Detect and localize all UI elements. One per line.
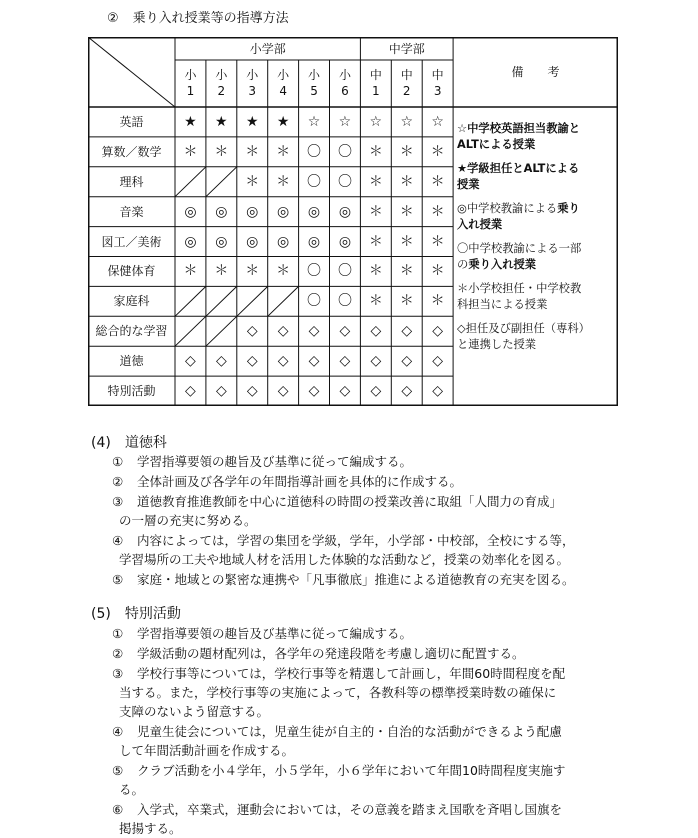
section-heading — [107, 7, 303, 26]
list-item — [112, 800, 652, 838]
slashed-cell — [268, 286, 299, 316]
symbol-cell: ◎ — [184, 233, 197, 250]
symbol-cell: ◇ — [308, 323, 320, 340]
symbol-cell: ◇ — [339, 353, 351, 370]
item-text: 児童生徒会については，児童生徒が自主的・自治的な活動ができるよう配慮 — [137, 724, 562, 739]
symbol-cell: ＊ — [183, 263, 198, 280]
item-text: 学級活動の題材配列は，各学年の発達段階を考慮し適切に配置する。 — [137, 646, 525, 661]
symbol-cell: ◎ — [184, 203, 197, 220]
subject-label: 道徳 — [119, 354, 144, 369]
symbol-cell: ◇ — [277, 383, 289, 400]
note-item: ★学級担任とALTによる 授業 — [457, 162, 580, 192]
symbol-cell: ＊ — [430, 233, 445, 250]
symbol-cell: ◇ — [215, 353, 227, 370]
item-number: ⑤ — [112, 572, 124, 587]
symbol-cell: ＊ — [276, 173, 291, 190]
item-text: 家庭・地域との緊密な連携や「凡事徹底」推進による道徳教育の充実を図る。 — [137, 572, 575, 587]
grade-number-label: 4 — [279, 83, 287, 98]
item-text-continued: の一層の充実に努める。 — [119, 513, 257, 528]
symbol-cell: ＊ — [430, 173, 445, 190]
heading-number: ② — [107, 11, 119, 26]
item-text-continued: 掲揚する。 — [119, 821, 182, 836]
symbol-cell: ◇ — [185, 383, 196, 400]
symbol-cell: ＊ — [430, 293, 445, 310]
symbol-cell: ＊ — [245, 143, 260, 160]
symbol-cell: ☆ — [338, 113, 352, 130]
subject-label: 保健体育 — [107, 264, 156, 279]
list-item — [112, 722, 652, 760]
symbol-cell: ＊ — [399, 263, 414, 280]
symbol-cell: ＊ — [399, 203, 414, 220]
symbol-cell: ＊ — [399, 293, 414, 310]
symbol-cell: ◇ — [185, 353, 196, 370]
list-item — [112, 531, 652, 569]
item-text: 学習指導要領の趣旨及び基準に従って編成する。 — [137, 626, 413, 641]
symbol-cell: ◇ — [277, 353, 289, 370]
grade-school-label: 小 — [246, 68, 259, 82]
symbol-cell: ◇ — [401, 323, 413, 340]
symbol-cell: ＊ — [368, 173, 383, 190]
section-4-title: (4) 道徳科 — [91, 435, 167, 451]
list-item — [112, 624, 652, 643]
symbol-cell: ☆ — [369, 113, 383, 130]
symbol-cell: ◇ — [401, 383, 413, 400]
slashed-cell — [206, 316, 237, 346]
symbol-cell: 〇 — [337, 263, 352, 280]
item-text-continued: 当する。また，学校行事等の実施によって，各教科等の標準授業時数の確保に — [119, 685, 557, 700]
note-item: ☆中学校英語担当教諭と ALTによる授業 — [457, 122, 581, 152]
symbol-cell: ＊ — [276, 143, 291, 160]
symbol-cell: ◇ — [215, 383, 227, 400]
slashed-cell — [175, 316, 206, 346]
symbol-cell: ＊ — [214, 263, 229, 280]
grade-number-label: 2 — [217, 83, 226, 98]
symbol-cell: ◇ — [370, 383, 382, 400]
list-item — [112, 644, 652, 663]
group-header-elementary: 小学部 — [249, 41, 286, 56]
slashed-cell — [206, 286, 237, 316]
grade-header — [360, 68, 391, 99]
symbol-cell: ◎ — [307, 203, 321, 220]
list-item — [112, 452, 652, 471]
subject-label: 図工／美術 — [101, 234, 162, 249]
grade-school-label: 中 — [400, 68, 413, 82]
symbol-cell: ＊ — [183, 143, 198, 160]
item-text: 全体計画及び各学年の年間指導計画を具体的に作成する。 — [137, 474, 463, 489]
symbol-cell: ◇ — [432, 323, 444, 340]
grade-header — [299, 68, 330, 99]
symbol-cell: ◎ — [215, 203, 228, 220]
note-item: 〇中学校教諭による一部 の乗り入れ授業 — [457, 242, 582, 272]
item-text-continued: る。 — [119, 782, 145, 797]
item-text: 道徳教育推進教師を中心に道徳科の時間の授業改善に取組「人間力の育成」 — [137, 494, 563, 509]
item-text: 内容によっては，学習の集団を学級，学年，小学部・中校部，全校にする等， — [137, 533, 575, 548]
symbol-cell: ＊ — [245, 173, 260, 190]
symbol-cell: ◎ — [215, 233, 228, 250]
symbol-cell: ＊ — [399, 143, 414, 160]
symbol-cell: ◇ — [401, 353, 413, 370]
list-item — [112, 570, 652, 589]
symbol-cell: ＊ — [214, 143, 229, 160]
list-item — [112, 664, 652, 721]
note-item: ◎中学校教諭による乗り 入れ授業 — [457, 202, 580, 232]
item-text: 学習指導要領の趣旨及び基準に従って編成する。 — [137, 454, 413, 469]
symbol-cell: ◇ — [308, 353, 320, 370]
grade-header — [175, 68, 206, 99]
symbol-cell: ☆ — [307, 113, 321, 130]
grade-header — [422, 68, 453, 99]
symbol-cell: ◎ — [246, 203, 259, 220]
grid-line — [88, 37, 175, 107]
symbol-cell: ◎ — [338, 233, 352, 250]
symbol-cell: ★ — [215, 113, 228, 130]
symbol-cell: ＊ — [245, 263, 260, 280]
note-item: ＊小学校担任・中学校教 科担当による授業 — [457, 282, 582, 312]
list-item — [112, 761, 652, 799]
teaching-method-table — [88, 37, 618, 406]
symbol-cell: ◎ — [246, 233, 259, 250]
symbol-cell: ＊ — [276, 263, 291, 280]
symbol-cell: ＊ — [368, 293, 383, 310]
symbol-cell: ◇ — [370, 323, 382, 340]
item-number: ② — [112, 474, 124, 489]
symbol-cell: 〇 — [307, 293, 322, 310]
symbol-cell: ◎ — [277, 233, 290, 250]
grade-header — [268, 68, 299, 99]
grade-school-label: 中 — [369, 68, 382, 82]
symbol-cell: ◇ — [370, 353, 382, 370]
symbol-cell: ◎ — [307, 233, 321, 250]
grade-number-label: 1 — [372, 83, 380, 98]
symbol-cell: 〇 — [337, 173, 352, 190]
section-5-title: (5) 特別活動 — [91, 606, 181, 622]
subject-label: 理科 — [119, 174, 144, 189]
symbol-cell: ◇ — [432, 383, 444, 400]
symbol-cell: ◇ — [246, 383, 258, 400]
slashed-cell — [175, 286, 206, 316]
item-text: 学校行事等については，学校行事等を精選して計画し，年間60時間程度を配 — [137, 666, 566, 681]
symbol-cell: ＊ — [368, 233, 383, 250]
symbol-cell: 〇 — [307, 263, 322, 280]
symbol-cell: ★ — [245, 113, 259, 130]
item-number: ⑤ — [112, 763, 124, 778]
slashed-cell — [206, 167, 237, 197]
symbol-cell: 〇 — [337, 143, 352, 160]
item-text: クラブ活動を小４学年，小５学年，小６学年において年間10時間程度実施す — [137, 763, 566, 778]
grade-number-label: 2 — [402, 83, 411, 98]
symbol-cell: ＊ — [368, 263, 383, 280]
subject-label: 音楽 — [119, 204, 144, 219]
symbol-cell: ★ — [276, 113, 290, 130]
grade-school-label: 小 — [308, 68, 321, 82]
grade-header — [330, 68, 361, 99]
symbol-cell: ◎ — [277, 203, 290, 220]
subject-label: 算数／数学 — [101, 144, 162, 159]
subject-label: 家庭科 — [113, 294, 150, 309]
subject-label: 特別活動 — [107, 384, 156, 399]
symbol-cell: ◇ — [308, 383, 320, 400]
item-text-continued: 学習場所の工夫や地域人材を活用した体験的な活動など，授業の効率化を図る。 — [119, 552, 570, 567]
symbol-cell: ◇ — [339, 383, 351, 400]
notes-header: 備 考 — [511, 65, 560, 79]
item-text-continued: 支障のないよう留意する。 — [119, 704, 270, 719]
grade-number-label: 5 — [310, 83, 318, 98]
item-number: ⑥ — [112, 802, 124, 817]
subject-label: 英語 — [119, 114, 144, 129]
symbol-cell: ◇ — [246, 323, 258, 340]
symbol-cell: ◎ — [338, 203, 352, 220]
item-text: 入学式，卒業式，運動会においては，その意義を踏まえ国歌を斉唱し国旗を — [137, 802, 563, 817]
symbol-cell: ◇ — [432, 353, 444, 370]
symbol-cell: ☆ — [431, 113, 444, 130]
grade-school-label: 小 — [338, 68, 351, 82]
notes-column — [457, 121, 615, 361]
symbol-cell: ＊ — [368, 143, 383, 160]
grade-school-label: 小 — [184, 68, 197, 82]
slashed-cell — [175, 167, 206, 197]
item-number: ① — [112, 626, 124, 641]
symbol-cell: ＊ — [430, 143, 445, 160]
symbol-cell: 〇 — [337, 293, 352, 310]
grade-number-label: 6 — [341, 83, 349, 98]
list-item — [112, 492, 652, 530]
group-header-junior: 中学部 — [388, 41, 425, 56]
symbol-cell: ◇ — [339, 323, 351, 340]
item-text-continued: して年間活動計画を作成する。 — [119, 743, 295, 758]
grade-header — [391, 68, 422, 99]
symbol-cell: ＊ — [368, 203, 383, 220]
grade-number-label: 3 — [248, 83, 257, 98]
symbol-cell: 〇 — [307, 143, 322, 160]
grade-school-label: 小 — [277, 68, 290, 82]
symbol-cell: ＊ — [399, 233, 414, 250]
note-item: ◇担任及び副担任（専科） と連携した授業 — [457, 322, 590, 352]
list-item — [112, 472, 652, 491]
symbol-cell: ＊ — [430, 203, 445, 220]
item-number: ② — [112, 646, 124, 661]
grade-school-label: 中 — [431, 68, 444, 82]
item-number: ① — [112, 454, 124, 469]
grade-number-label: 1 — [186, 83, 195, 98]
grade-school-label: 小 — [215, 68, 228, 82]
grade-header — [237, 68, 268, 99]
item-number: ③ — [112, 494, 124, 509]
item-number: ④ — [112, 724, 124, 739]
heading-title: 乗り入れ授業等の指導方法 — [132, 11, 289, 26]
symbol-cell: ＊ — [399, 173, 414, 190]
symbol-cell: ＊ — [430, 263, 445, 280]
symbol-cell: ◇ — [277, 323, 289, 340]
item-number: ③ — [112, 666, 124, 681]
slashed-cell — [237, 286, 268, 316]
symbol-cell: 〇 — [307, 173, 322, 190]
grade-header — [206, 68, 237, 99]
symbol-cell: ◇ — [246, 353, 258, 370]
grade-number-label: 3 — [433, 83, 442, 98]
subject-label: 総合的な学習 — [95, 324, 168, 339]
symbol-cell: ★ — [184, 113, 197, 130]
symbol-cell: ☆ — [400, 113, 414, 130]
item-number: ④ — [112, 533, 124, 548]
